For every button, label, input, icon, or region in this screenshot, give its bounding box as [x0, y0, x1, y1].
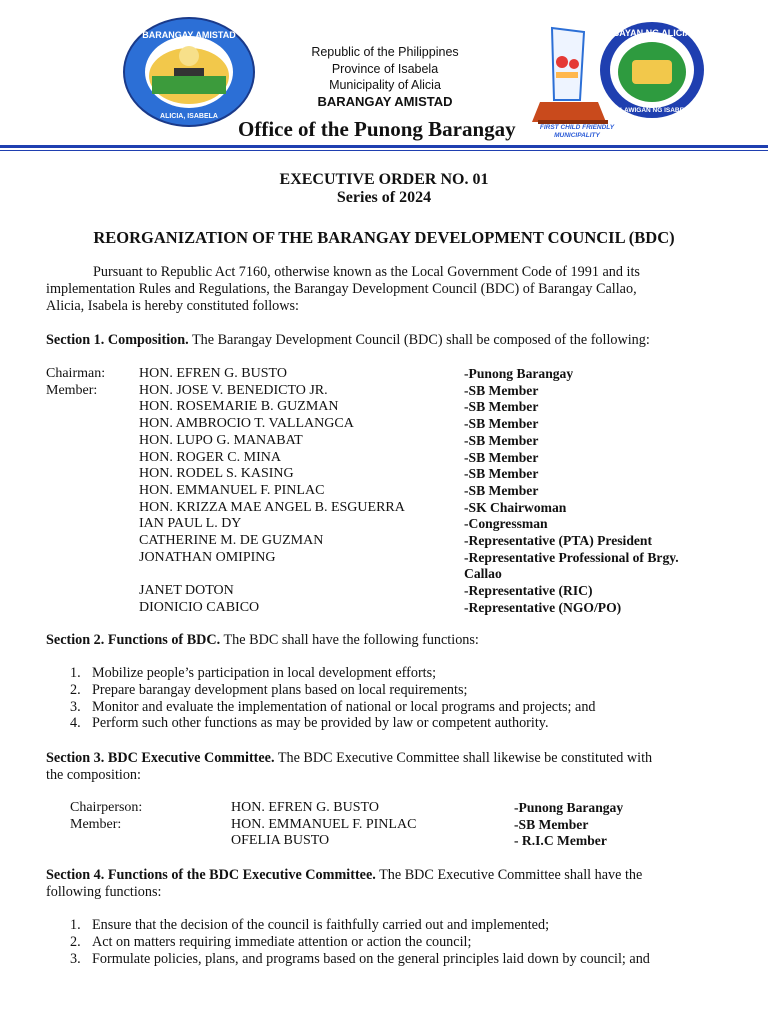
- member-role: Chairman:: [46, 366, 106, 381]
- member-name: HON. ROGER C. MINA: [139, 449, 281, 465]
- section-3-label: Section 3: [46, 750, 101, 766]
- bayan-ng-alicia-seal-icon: [598, 20, 706, 120]
- member-position: -SB Member: [464, 399, 539, 415]
- section-1-text: The Barangay Development Council (BDC) shall be composed of the following:: [188, 332, 650, 348]
- seal-right-top-text: BAYAN NG ALICIA: [612, 28, 692, 38]
- list-item: Formulate policies, plans, and programs based on the general principles laid down by council; and: [92, 950, 650, 967]
- section-4-intro: [46, 867, 722, 884]
- section-2-intro: [46, 632, 722, 649]
- header-rule-thin: [0, 150, 768, 151]
- list-number: 4.: [70, 715, 81, 732]
- committee-role: Member:: [70, 816, 122, 832]
- province-line: Province of Isabela: [331, 61, 439, 76]
- list-number: 3.: [70, 950, 81, 967]
- committee-name: HON. EMMANUEL F. PINLAC: [231, 816, 417, 832]
- award-line-1: FIRST CHILD FRIENDLY: [539, 124, 615, 131]
- member-position: -SB Member: [464, 382, 539, 398]
- member-role: Member:: [46, 382, 98, 398]
- committee-position: -SB Member: [514, 816, 589, 832]
- member-name: HON. EFREN G. BUSTO: [139, 366, 287, 381]
- list-item: Perform such other functions as may be provided by law or competent authority.: [92, 715, 549, 732]
- preamble-line-1: Pursuant to Republic Act 7160, otherwise known as the Local Government Code of 1991 and its: [93, 264, 640, 280]
- section-1-heading: Section 1. Composition.: [46, 332, 189, 348]
- order-number: EXECUTIVE ORDER NO. 01: [279, 171, 489, 188]
- committee-name: OFELIA BUSTO: [231, 833, 330, 849]
- section-2-label: Section 2: [46, 632, 101, 648]
- committee-position: -Punong Barangay: [514, 800, 624, 815]
- barangay-amistad-seal-icon: [122, 16, 256, 128]
- committee-position: - R.I.C Member: [514, 833, 607, 849]
- member-position: -Representative (NGO/PO): [464, 599, 622, 615]
- list-item: Act on matters requiring immediate attention or action the council;: [92, 933, 472, 950]
- member-position: -Punong Barangay: [464, 366, 574, 381]
- member-name: HON. AMBROCIO T. VALLANGCA: [139, 416, 354, 432]
- member-position: -Representative (RIC): [464, 583, 593, 599]
- member-name: HON. KRIZZA MAE ANGEL B. ESGUERRA: [139, 499, 405, 515]
- list-number: 2.: [70, 681, 81, 698]
- member-name: HON. LUPO G. MANABAT: [139, 432, 303, 448]
- section-4-text: The BDC Executive Committee shall have the: [375, 867, 643, 883]
- member-name: CATHERINE M. DE GUZMAN: [139, 533, 324, 548]
- member-position: -SK Chairwoman: [464, 499, 567, 515]
- member-name: HON. JOSE V. BENEDICTO JR.: [139, 382, 328, 398]
- section-3-intro: [46, 750, 722, 767]
- member-name: HON. EMMANUEL F. PINLAC: [139, 482, 325, 498]
- list-item: Ensure that the decision of the council is faithfully carried out and implemented;: [92, 917, 550, 933]
- section-4-label: Section 4: [46, 867, 101, 883]
- municipality-line: Municipality of Alicia: [329, 78, 441, 92]
- preamble-line-3: Alicia, Isabela is hereby constituted follows:: [46, 298, 299, 314]
- list-number: 1.: [70, 665, 81, 681]
- member-name: DIONICIO CABICO: [139, 599, 260, 615]
- preamble-line-2: implementation Rules and Regulations, the Barangay Development Council (BDC) of Barangay Callao,: [46, 281, 637, 297]
- award-line-2: MUNICIPALITY: [554, 132, 600, 139]
- header-rule: [0, 145, 768, 148]
- order-series: Series of 2024: [336, 189, 432, 206]
- republic-line: Republic of the Philippines: [311, 45, 459, 59]
- seal-left-top-text: BARANGAY AMISTAD: [142, 30, 236, 40]
- member-position: -SB Member: [464, 432, 539, 448]
- section-2-text: The BDC shall have the following functions:: [220, 632, 479, 648]
- member-position: -Congressman: [464, 516, 548, 532]
- member-position: -SB Member: [464, 449, 539, 465]
- section-3-text-cont: the composition:: [46, 767, 141, 783]
- committee-role: Chairperson:: [70, 800, 143, 815]
- list-item: Monitor and evaluate the implementation of national or local programs and projects; and: [92, 698, 596, 715]
- list-number: 1.: [70, 917, 81, 933]
- member-position: -Representative (PTA) President: [464, 533, 653, 548]
- section-3-heading: . BDC Executive Committee.: [100, 750, 275, 766]
- committee-name: HON. EFREN G. BUSTO: [231, 800, 379, 815]
- office-title: Office of the Punong Barangay: [238, 117, 516, 141]
- section-3-text: The BDC Executive Committee shall likewise be constituted with: [274, 750, 653, 766]
- order-subject: REORGANIZATION OF THE BARANGAY DEVELOPMENT COUNCIL (BDC): [93, 228, 675, 247]
- member-position: -SB Member: [464, 416, 539, 432]
- member-position: -SB Member: [464, 482, 539, 498]
- member-position: -SB Member: [464, 466, 539, 482]
- award-caption: [522, 124, 632, 140]
- member-name: JONATHAN OMIPING: [139, 549, 276, 565]
- member-name: JANET DOTON: [139, 583, 234, 599]
- seal-left-bottom-text: ALICIA, ISABELA: [160, 113, 218, 120]
- section-2-heading: . Functions of BDC.: [100, 632, 221, 648]
- seal-right-bottom-text: LALAWIGAN NG ISABELA: [611, 107, 693, 114]
- list-item: Prepare barangay development plans based on local requirements;: [92, 681, 468, 698]
- member-position-cont: Callao: [464, 566, 502, 582]
- section-1-intro: [46, 332, 722, 349]
- member-name: IAN PAUL L. DY: [139, 516, 242, 532]
- member-name: HON. ROSEMARIE B. GUZMAN: [139, 399, 339, 415]
- letterhead: [270, 44, 500, 110]
- member-position: -Representative Professional of Brgy.: [464, 549, 679, 565]
- list-number: 3.: [70, 698, 81, 715]
- list-number: 2.: [70, 933, 81, 950]
- member-name: HON. RODEL S. KASING: [139, 466, 294, 482]
- list-item: Mobilize people’s participation in local development efforts;: [92, 665, 437, 681]
- section-4-text-cont: following functions:: [46, 884, 162, 900]
- barangay-line: BARANGAY AMISTAD: [317, 93, 453, 109]
- section-4-heading: . Functions of the BDC Executive Committee.: [100, 867, 376, 883]
